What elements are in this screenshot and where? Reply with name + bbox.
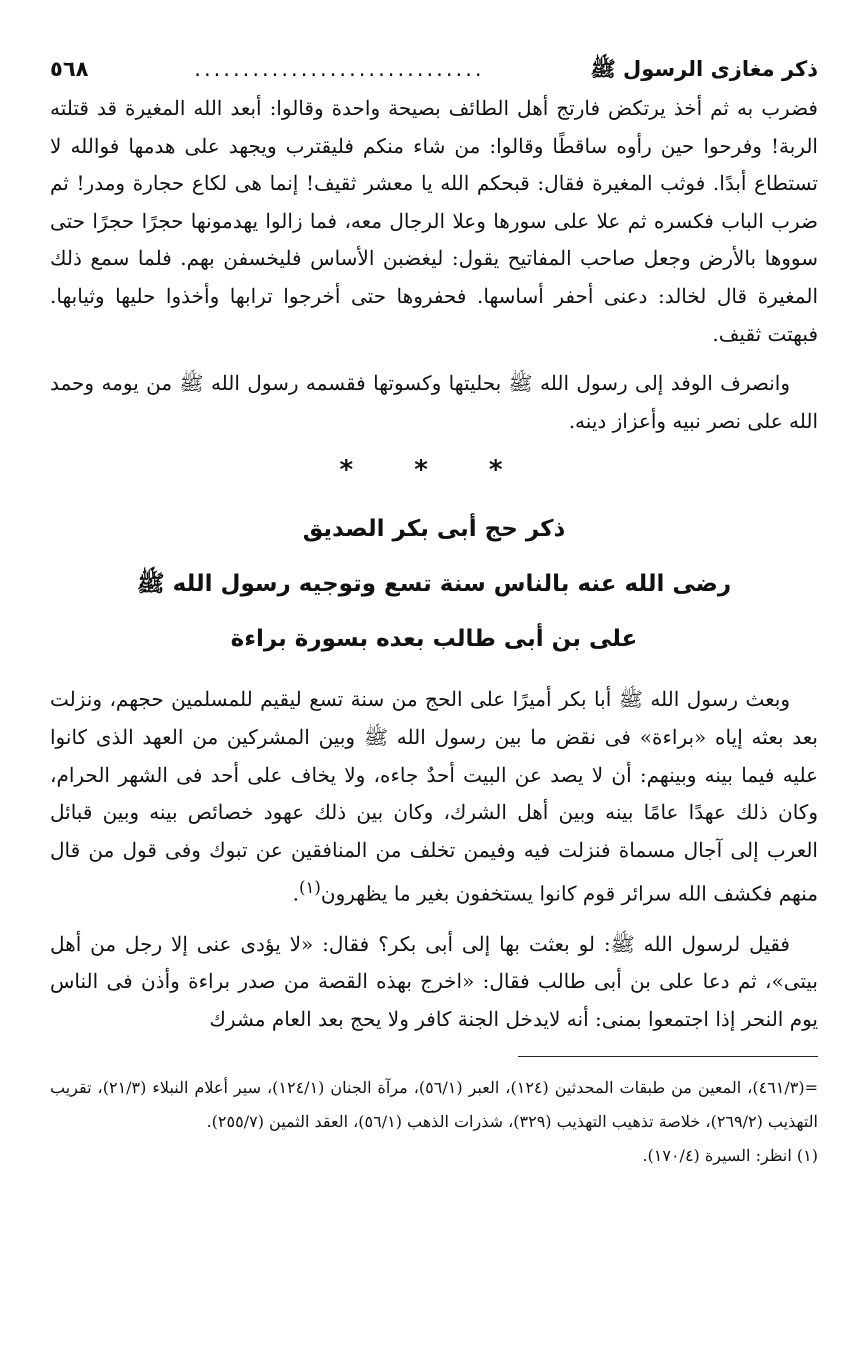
page-number: ٥٦٨ bbox=[50, 57, 89, 81]
paragraph-demolition: فضرب به ثم أخذ يرتكض فارتج أهل الطائف بصيحة واحدة وقالوا: أبعد الله المغيرة قد قتلته الربة! وفرحوا حين رأوه ساقطًا وقالوا: من شاء منكم فليقترب ويجهد على هدمها فوالله لا تستطاع أبدًا. فوثب المغيرة فقال: قبحكم الله يا معشر ثقيف! إنما هى لكاع حجارة ومدر! ثم ضرب الباب فكسره ثم علا على سورها وعلا الرجال معه، فما زالوا يهدمونها حجرًا حجرًا حتى سووها بالأرض وجعل صاحب المفاتيح يقول: ليغضبن الأساس فليخسفن بهم. فلما سمع ذلك المغيرة قال لخالد: دعنى أحفر أساسها. فحفروها حتى أخرجوا ترابها وأخذوا حليها وثيابها. فبهتت ثقيف. bbox=[50, 96, 818, 346]
book-page bbox=[50, 52, 818, 1173]
paragraph-abu-bakr-hajj-end: . bbox=[292, 881, 299, 906]
running-header bbox=[50, 52, 818, 90]
section-separator: * * * bbox=[339, 455, 529, 486]
footnotes bbox=[50, 1071, 818, 1173]
paragraph-delegation-return: وانصرف الوفد إلى رسول الله ﷺ بحليتها وكسوتها فقسمه رسول الله ﷺ من يومه وحمد الله على نصر نبيه وأعزاز دينه. bbox=[50, 371, 818, 433]
section-heading-line-3: على بن أبى طالب بعده بسورة براءة bbox=[230, 626, 638, 653]
chapter-title: ذكر مغازى الرسول ﷺ bbox=[590, 57, 818, 81]
paragraph-ali-dispatch: فقيل لرسول الله ﷺ: لو بعثت بها إلى أبى بكر؟ فقال: «لا يؤدى عنى إلا رجل من أهل بيتى»، ثم دعا على بن أبى طالب فقال: «اخرج بهذه القصة من صدر براءة وأذن فى الناس يوم النحر إذا اجتمعوا بمنى: أنه لايدخل الجنة كافر ولا يحج بعد العام مشرك bbox=[50, 931, 818, 1031]
footnote-reference-1: (١) bbox=[298, 878, 321, 898]
header-dot-leader: .............................. bbox=[194, 57, 485, 81]
footnote-1: (١) انظر: السيرة (١٧٠/٤). bbox=[642, 1146, 818, 1166]
section-heading-line-2: رضى الله عنه بالناس سنة تسع وتوجيه رسول الله ﷺ bbox=[136, 571, 732, 598]
paragraph-abu-bakr-hajj bbox=[50, 681, 818, 913]
footnote-continuation: =(٤٦١/٣)، المعين من طبقات المحدثين (١٢٤)، العبر (٥٦/١)، مرآة الجنان (١٢٤/١)، سير أعلام النبلاء (٢١/٣)، تقريب التهذيب (٢٦٩/٢)، خلاصة تذهيب التهذيب (٣٢٩)، شذرات الذهب (٥٦/١)، العقد الثمين (٢٥٥/٧). bbox=[50, 1078, 819, 1132]
footnote-divider bbox=[518, 1056, 818, 1057]
section-heading-line-1: ذكر حج أبى بكر الصديق bbox=[302, 516, 566, 543]
paragraph-abu-bakr-hajj-text: وبعث رسول الله ﷺ أبا بكر أميرًا على الحج من سنة تسع ليقيم للمسلمين حجهم، ونزلت بعد بعثه إياه «براءة» فى نقض ما بين رسول الله ﷺ وبين المشركين من العهد الذى كانوا عليه فيما بينه وبينهم: أن لا يصد عن البيت أحدٌ جاءه، ولا يخاف على أحد فى الشهر الحرام، وكان ذلك عهدًا عامًا بينه وبين أهل الشرك، وكان بين ذلك عهود خصائص بينه وبين قبائل العرب إلى آجال مسماة فنزلت فيه وفيمن تخلف من المنافقين عن تبوك وفى قول من قال منهم فكشف الله سرائر قوم كانوا يستخفون بغير ما يظهرون bbox=[50, 687, 818, 906]
